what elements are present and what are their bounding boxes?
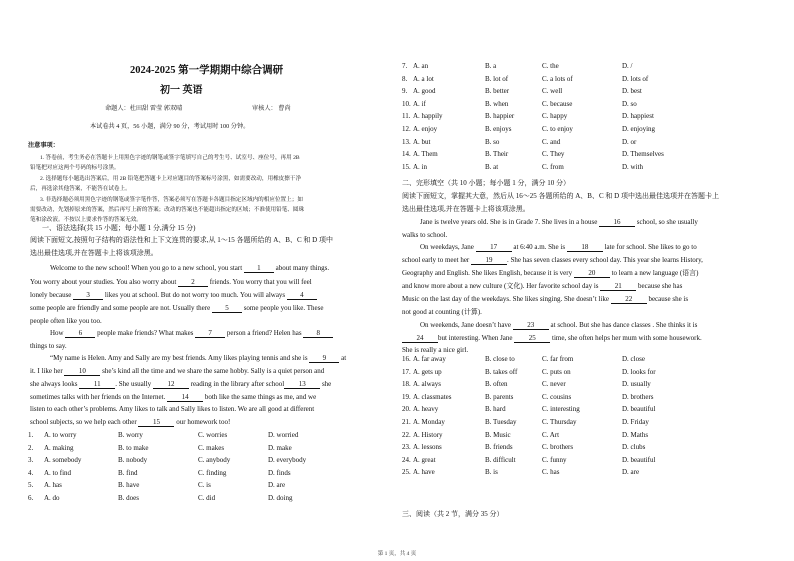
option-b: B. when — [485, 99, 509, 108]
option-number: 16. — [402, 355, 411, 363]
option-d: D. everybody — [268, 456, 307, 464]
option-d: D. finds — [268, 468, 291, 477]
option-a: A. have — [413, 468, 435, 477]
blank-6: 6 — [65, 330, 95, 338]
passage-line — [420, 322, 697, 330]
option-d: D. are — [268, 481, 286, 489]
passage-text: walks to school. — [402, 231, 448, 239]
blank-8: 8 — [303, 330, 333, 338]
option-d: D. are — [622, 468, 640, 477]
section3-heading: 三、阅读（共 2 节，满分 35 分） — [402, 510, 504, 518]
passage-text: person a friend? Helen has — [225, 329, 304, 337]
option-d: D. Maths — [622, 430, 649, 439]
option-b: B. happier — [485, 112, 515, 121]
passage-text: she always looks — [30, 380, 80, 388]
option-b: B. parents — [485, 392, 514, 401]
passage-text: at school. But she has dance classes . She thinks it is — [548, 321, 698, 329]
passage-text: at 6:40 a.m. She is — [511, 243, 567, 251]
option-number: 4. — [28, 468, 34, 477]
passage-text: friends. You worry that you will feel — [208, 278, 312, 286]
option-a: A. far away — [413, 355, 446, 363]
blank-15: 15 — [138, 419, 174, 427]
option-b: B. worry — [118, 431, 143, 439]
option-c: C. Art — [542, 430, 560, 439]
option-number: 24. — [402, 455, 411, 464]
section2-instruction: 阅读下面短文，掌握其大意，然后从 16～25 各题所给的 A、B、C 和 D 项中选出最佳选项并在答题卡上 — [402, 192, 719, 200]
passage-line — [420, 219, 698, 227]
option-b: B. find — [118, 468, 138, 477]
option-a: A. making — [44, 443, 74, 452]
passage-text: sometimes talks with her friends on the Internet. — [30, 393, 168, 401]
option-c: C. from — [542, 162, 564, 171]
exam-title: 2024-2025 第一学期期中综合调研 — [130, 65, 284, 76]
blank-25: 25 — [514, 335, 550, 343]
passage-text: school subjects, so we help each other — [30, 418, 139, 426]
passage-line — [50, 265, 329, 273]
passage-line — [30, 279, 312, 287]
note-line: 1. 答卷前，考生务必在答题卡上用黑色字迹的钢笔或签字笔填写自己的考生号、试室号、座位号，再用 2B — [40, 155, 300, 161]
option-number: 6. — [28, 493, 34, 502]
passage-text: She is really a nice girl. — [402, 346, 469, 354]
option-number: 2. — [28, 443, 34, 452]
blank-24: 24 — [402, 335, 438, 343]
notes-heading: 注意事项： — [28, 142, 59, 149]
option-c: C. worries — [198, 431, 228, 439]
option-d: D. close — [622, 355, 645, 363]
passage-line — [402, 335, 702, 343]
option-a: A. always — [413, 380, 441, 389]
option-d: D. make — [268, 443, 292, 452]
passage-text: Geography and English. She likes English, because it is very — [402, 269, 574, 277]
option-number: 8. — [402, 74, 408, 83]
note-line: 后，再选涂其他答案，不能答在试卷上。 — [30, 186, 131, 192]
option-b: B. to make — [118, 443, 149, 452]
grade-subject: 初一 英语 — [160, 85, 203, 96]
option-number: 15. — [402, 162, 411, 171]
blank-1: 1 — [244, 265, 274, 273]
note-line: 铅笔把对应这两个号码的标号涂黑。 — [30, 165, 120, 171]
option-a: A. to worry — [44, 431, 77, 439]
option-number: 21. — [402, 418, 411, 426]
option-c: C. a lots of — [542, 74, 573, 83]
option-c: C. anybody — [198, 456, 231, 464]
passage-line — [402, 347, 468, 354]
option-c: C. interesting — [542, 405, 580, 414]
passage-line — [30, 305, 323, 313]
passage-text: . She has seven classes every school day. This year she learns History, — [507, 256, 703, 264]
option-b: B. a — [485, 62, 497, 70]
option-number: 1. — [28, 431, 34, 439]
option-a: A. but — [413, 137, 431, 146]
option-c: C. well — [542, 87, 563, 96]
option-a: A. somebody — [44, 456, 82, 464]
option-a: A. in — [413, 162, 427, 171]
passage-line — [30, 406, 314, 413]
blank-12: 12 — [153, 381, 189, 389]
option-c: C. to enjoy — [542, 125, 573, 133]
blank-4: 4 — [287, 292, 317, 300]
passage-text: Jane is twelve years old. She is in Grade 7. She lives in a house — [420, 218, 600, 226]
note-line: 3. 非选择题必须用黑色字迹的钢笔或签字笔作答，答案必须写在答题卡各题目指定区域内的相应位置上；如 — [40, 197, 303, 203]
option-number: 11. — [402, 112, 411, 121]
option-a: A. if — [413, 99, 426, 108]
passage-line — [30, 343, 67, 350]
option-a: A. Monday — [413, 418, 445, 426]
passage-text: On weekdays, Jane — [420, 243, 476, 251]
option-d: D. with — [622, 162, 643, 171]
option-b: B. lot of — [485, 74, 509, 83]
option-b: B. difficult — [485, 455, 516, 464]
passage-text: On weekends, Jane doesn’t have — [420, 321, 513, 329]
option-b: B. Their — [485, 150, 509, 159]
option-number: 19. — [402, 392, 411, 401]
option-b: B. friends — [485, 443, 513, 452]
passage-text: both like the same things as me, and we — [203, 393, 317, 401]
passage-text: school, so she usually — [635, 218, 698, 226]
blank-22: 22 — [611, 296, 647, 304]
option-b: B. have — [118, 481, 140, 489]
passage-line — [420, 244, 697, 252]
passage-text: You worry about your studies. You also worry about — [30, 278, 179, 286]
blank-21: 21 — [600, 283, 636, 291]
passage-text: to learn a new language (语言) — [609, 269, 699, 277]
passage-text: because she has — [636, 282, 683, 290]
passage-text: she’s kind all the time and we share the same hobby. Sally is a quiet person and — [100, 367, 325, 375]
option-b: B. so — [485, 137, 500, 146]
passage-line — [30, 368, 324, 376]
option-a: A. to find — [44, 468, 72, 477]
blank-13: 13 — [284, 381, 320, 389]
option-a: A. good — [413, 87, 436, 96]
option-a: A. great — [413, 455, 436, 464]
passage-text: Welcome to the new school! When you go to a new school, you start — [50, 264, 244, 272]
option-d: D. / — [622, 62, 633, 70]
option-number: 9. — [402, 87, 408, 96]
option-a: A. has — [44, 481, 62, 489]
exam-info: 本试卷共 4 页，56 小题，满分 90 分，考试用时 100 分钟。 — [90, 123, 250, 130]
option-c: C. funny — [542, 455, 567, 464]
passage-text: school early to meet her — [402, 256, 472, 264]
option-c: C. finding — [198, 468, 227, 477]
option-a: A. classmates — [413, 392, 452, 401]
blank-3: 3 — [73, 292, 103, 300]
option-d: D. clubs — [622, 443, 646, 452]
option-d: D. or — [622, 137, 637, 146]
blank-10: 10 — [64, 368, 100, 376]
passage-text: some people you like. These — [241, 304, 324, 312]
option-d: D. beautiful — [622, 455, 656, 464]
option-b: B. hard — [485, 405, 506, 414]
option-a: A. a lot — [413, 74, 434, 83]
passage-text: at — [339, 354, 347, 362]
option-a: A. heavy — [413, 405, 439, 414]
setters: 命题人：杜田甜 雷莹 郭双晴 — [105, 105, 183, 112]
option-d: D. best — [622, 87, 642, 96]
passage-text: “My name is Helen. Amy and Sally are my best friends. Amy likes playing tennis and she is — [50, 354, 310, 362]
blank-2: 2 — [178, 279, 208, 287]
option-d: D. doing — [268, 493, 293, 502]
option-number: 14. — [402, 150, 411, 159]
passage-text: How — [50, 329, 66, 337]
section1-heading: 一、语法选择(共 15 小题；每小题 1 分,满分 15 分) — [42, 224, 196, 232]
option-a: A. gets up — [413, 367, 442, 376]
section2-instruction-2: 选出最佳选项,并在答题卡上将该项涂黑。 — [402, 205, 530, 213]
passage-line — [402, 309, 482, 316]
option-c: C. makes — [198, 443, 225, 452]
passage-text: she — [320, 380, 332, 388]
option-c: C. the — [542, 62, 559, 70]
passage-line — [30, 419, 230, 427]
passage-text: people often like you too. — [30, 317, 102, 325]
option-d: D. lots of — [622, 74, 649, 83]
blank-11: 11 — [79, 381, 115, 389]
note-line: 需要改动，先划掉原来的答案，然后再写上新的答案；改动的答案也不能超出指定的区域；不准使用铅笔、圆珠 — [30, 207, 305, 213]
option-number: 3. — [28, 456, 34, 464]
option-number: 20. — [402, 405, 411, 414]
option-c: C. cousins — [542, 392, 572, 401]
option-d: D. Friday — [622, 418, 649, 426]
option-b: B. often — [485, 380, 508, 389]
reviewer: 审核人： 曹尚 — [252, 105, 291, 112]
option-c: C. did — [198, 493, 216, 502]
passage-line — [30, 318, 102, 325]
option-a: A. an — [413, 62, 429, 70]
option-b: B. nobody — [118, 456, 148, 464]
passage-text: likes you at school. But do not worry too much. You will always — [103, 291, 287, 299]
blank-18: 18 — [567, 244, 603, 252]
note-line: 笔和涂改液。不按以上要求作答的答案无效。 — [30, 217, 142, 223]
passage-text: because she is — [646, 295, 689, 303]
option-number: 13. — [402, 137, 411, 146]
option-a: A. happily — [413, 112, 443, 121]
option-b: B. close to — [485, 355, 515, 363]
option-c: C. They — [542, 150, 565, 159]
passage-text: Music on the last day of the weekdays. She likes singing. She doesn’t like — [402, 295, 611, 303]
option-a: A. enjoy — [413, 125, 438, 133]
passage-text: not good at counting (计算). — [402, 308, 482, 316]
option-d: D. enjoying — [622, 125, 656, 133]
passage-line — [402, 257, 703, 265]
option-c: C. never — [542, 380, 566, 389]
option-b: B. at — [485, 162, 499, 171]
option-b: B. does — [118, 493, 139, 502]
passage-text: listen to each other’s problems. Amy likes to talk and Sally likes to listen. We are all good at different — [30, 405, 315, 413]
option-c: C. Thursday — [542, 418, 577, 426]
option-a: A. History — [413, 430, 443, 439]
blank-16: 16 — [599, 219, 635, 227]
option-c: C. is — [198, 481, 211, 489]
passage-line — [30, 292, 317, 300]
passage-text: reading in the library after school — [188, 380, 285, 388]
passage-text: . She usually — [115, 380, 153, 388]
blank-23: 23 — [513, 322, 549, 330]
passage-line — [30, 381, 331, 389]
passage-text: but interesting. When Jane — [438, 334, 515, 342]
passage-text: lonely because — [30, 291, 74, 299]
passage-line — [30, 394, 316, 402]
passage-text: it. I like her — [30, 367, 65, 375]
option-d: D. brothers — [622, 392, 654, 401]
passage-text: time, she often helps her mum with some housework. — [550, 334, 702, 342]
option-d: D. usually — [622, 380, 651, 389]
blank-9: 9 — [309, 355, 339, 363]
passage-line — [50, 330, 333, 338]
blank-19: 19 — [471, 257, 507, 265]
option-c: C. and — [542, 137, 561, 146]
option-a: A. do — [44, 493, 60, 502]
option-number: 12. — [402, 125, 411, 133]
option-c: C. puts on — [542, 367, 571, 376]
blank-17: 17 — [476, 244, 512, 252]
option-c: C. happy — [542, 112, 568, 121]
option-number: 25. — [402, 468, 411, 477]
section1-instruction-2: 选出最佳选项,并在答题卡上将该项涂黑。 — [30, 249, 158, 257]
option-d: D. worried — [268, 431, 299, 439]
option-a: A. Them — [413, 150, 438, 159]
option-d: D. happiest — [622, 112, 654, 121]
blank-20: 20 — [574, 270, 610, 278]
option-number: 23. — [402, 443, 411, 452]
passage-text: and know more about a new culture (文化). Her favorite school day is — [402, 282, 601, 290]
option-a: A. lessons — [413, 443, 442, 452]
blank-5: 5 — [212, 305, 242, 313]
option-b: B. Music — [485, 430, 511, 439]
passage-line — [402, 296, 688, 304]
option-b: B. Tuesday — [485, 418, 517, 426]
passage-line — [402, 232, 447, 239]
passage-text: our homework too! — [174, 418, 231, 426]
option-c: C. has — [542, 468, 560, 477]
option-number: 10. — [402, 99, 411, 108]
note-line: 2. 选择题每小题选出答案后，用 2B 铅笔把答题卡上对应题目的答案标号涂黑，如需要改动，用橡皮擦干净 — [40, 176, 302, 182]
option-number: 22. — [402, 430, 411, 439]
passage-text: people make friends? What makes — [95, 329, 196, 337]
passage-text: some people are friendly and some people are not. Usually there — [30, 304, 212, 312]
option-d: D. beautiful — [622, 405, 656, 414]
option-number: 5. — [28, 481, 34, 489]
option-b: B. is — [485, 468, 498, 477]
blank-14: 14 — [167, 394, 203, 402]
option-number: 18. — [402, 380, 411, 389]
option-c: C. because — [542, 99, 573, 108]
option-b: B. better — [485, 87, 510, 96]
option-number: 17. — [402, 367, 411, 376]
passage-line — [50, 355, 346, 363]
option-c: C. brothers — [542, 443, 574, 452]
section1-instruction: 阅读下面短文,按照句子结构的语法性和上下文连贯的要求,从 1～15 各题所给的 A、B、C 和 D 项中 — [30, 236, 333, 244]
option-b: B. takes off — [485, 367, 518, 376]
blank-7: 7 — [195, 330, 225, 338]
section2-heading: 二、完形填空（共 10 小题；每小题 1 分，满分 10 分） — [402, 179, 570, 187]
passage-line — [402, 270, 699, 278]
option-c: C. far from — [542, 355, 574, 363]
passage-text: things to say. — [30, 342, 67, 350]
option-d: D. Themselves — [622, 150, 664, 159]
passage-text: late for school. She likes to go to — [602, 243, 697, 251]
passage-text: about many things. — [273, 264, 330, 272]
option-d: D. so — [622, 99, 637, 108]
option-b: B. enjoys — [485, 125, 512, 133]
option-number: 7. — [402, 62, 408, 70]
passage-line — [402, 283, 682, 291]
option-d: D. looks for — [622, 367, 656, 376]
page-footer: 第 1 页，共 4 页 — [377, 551, 417, 557]
